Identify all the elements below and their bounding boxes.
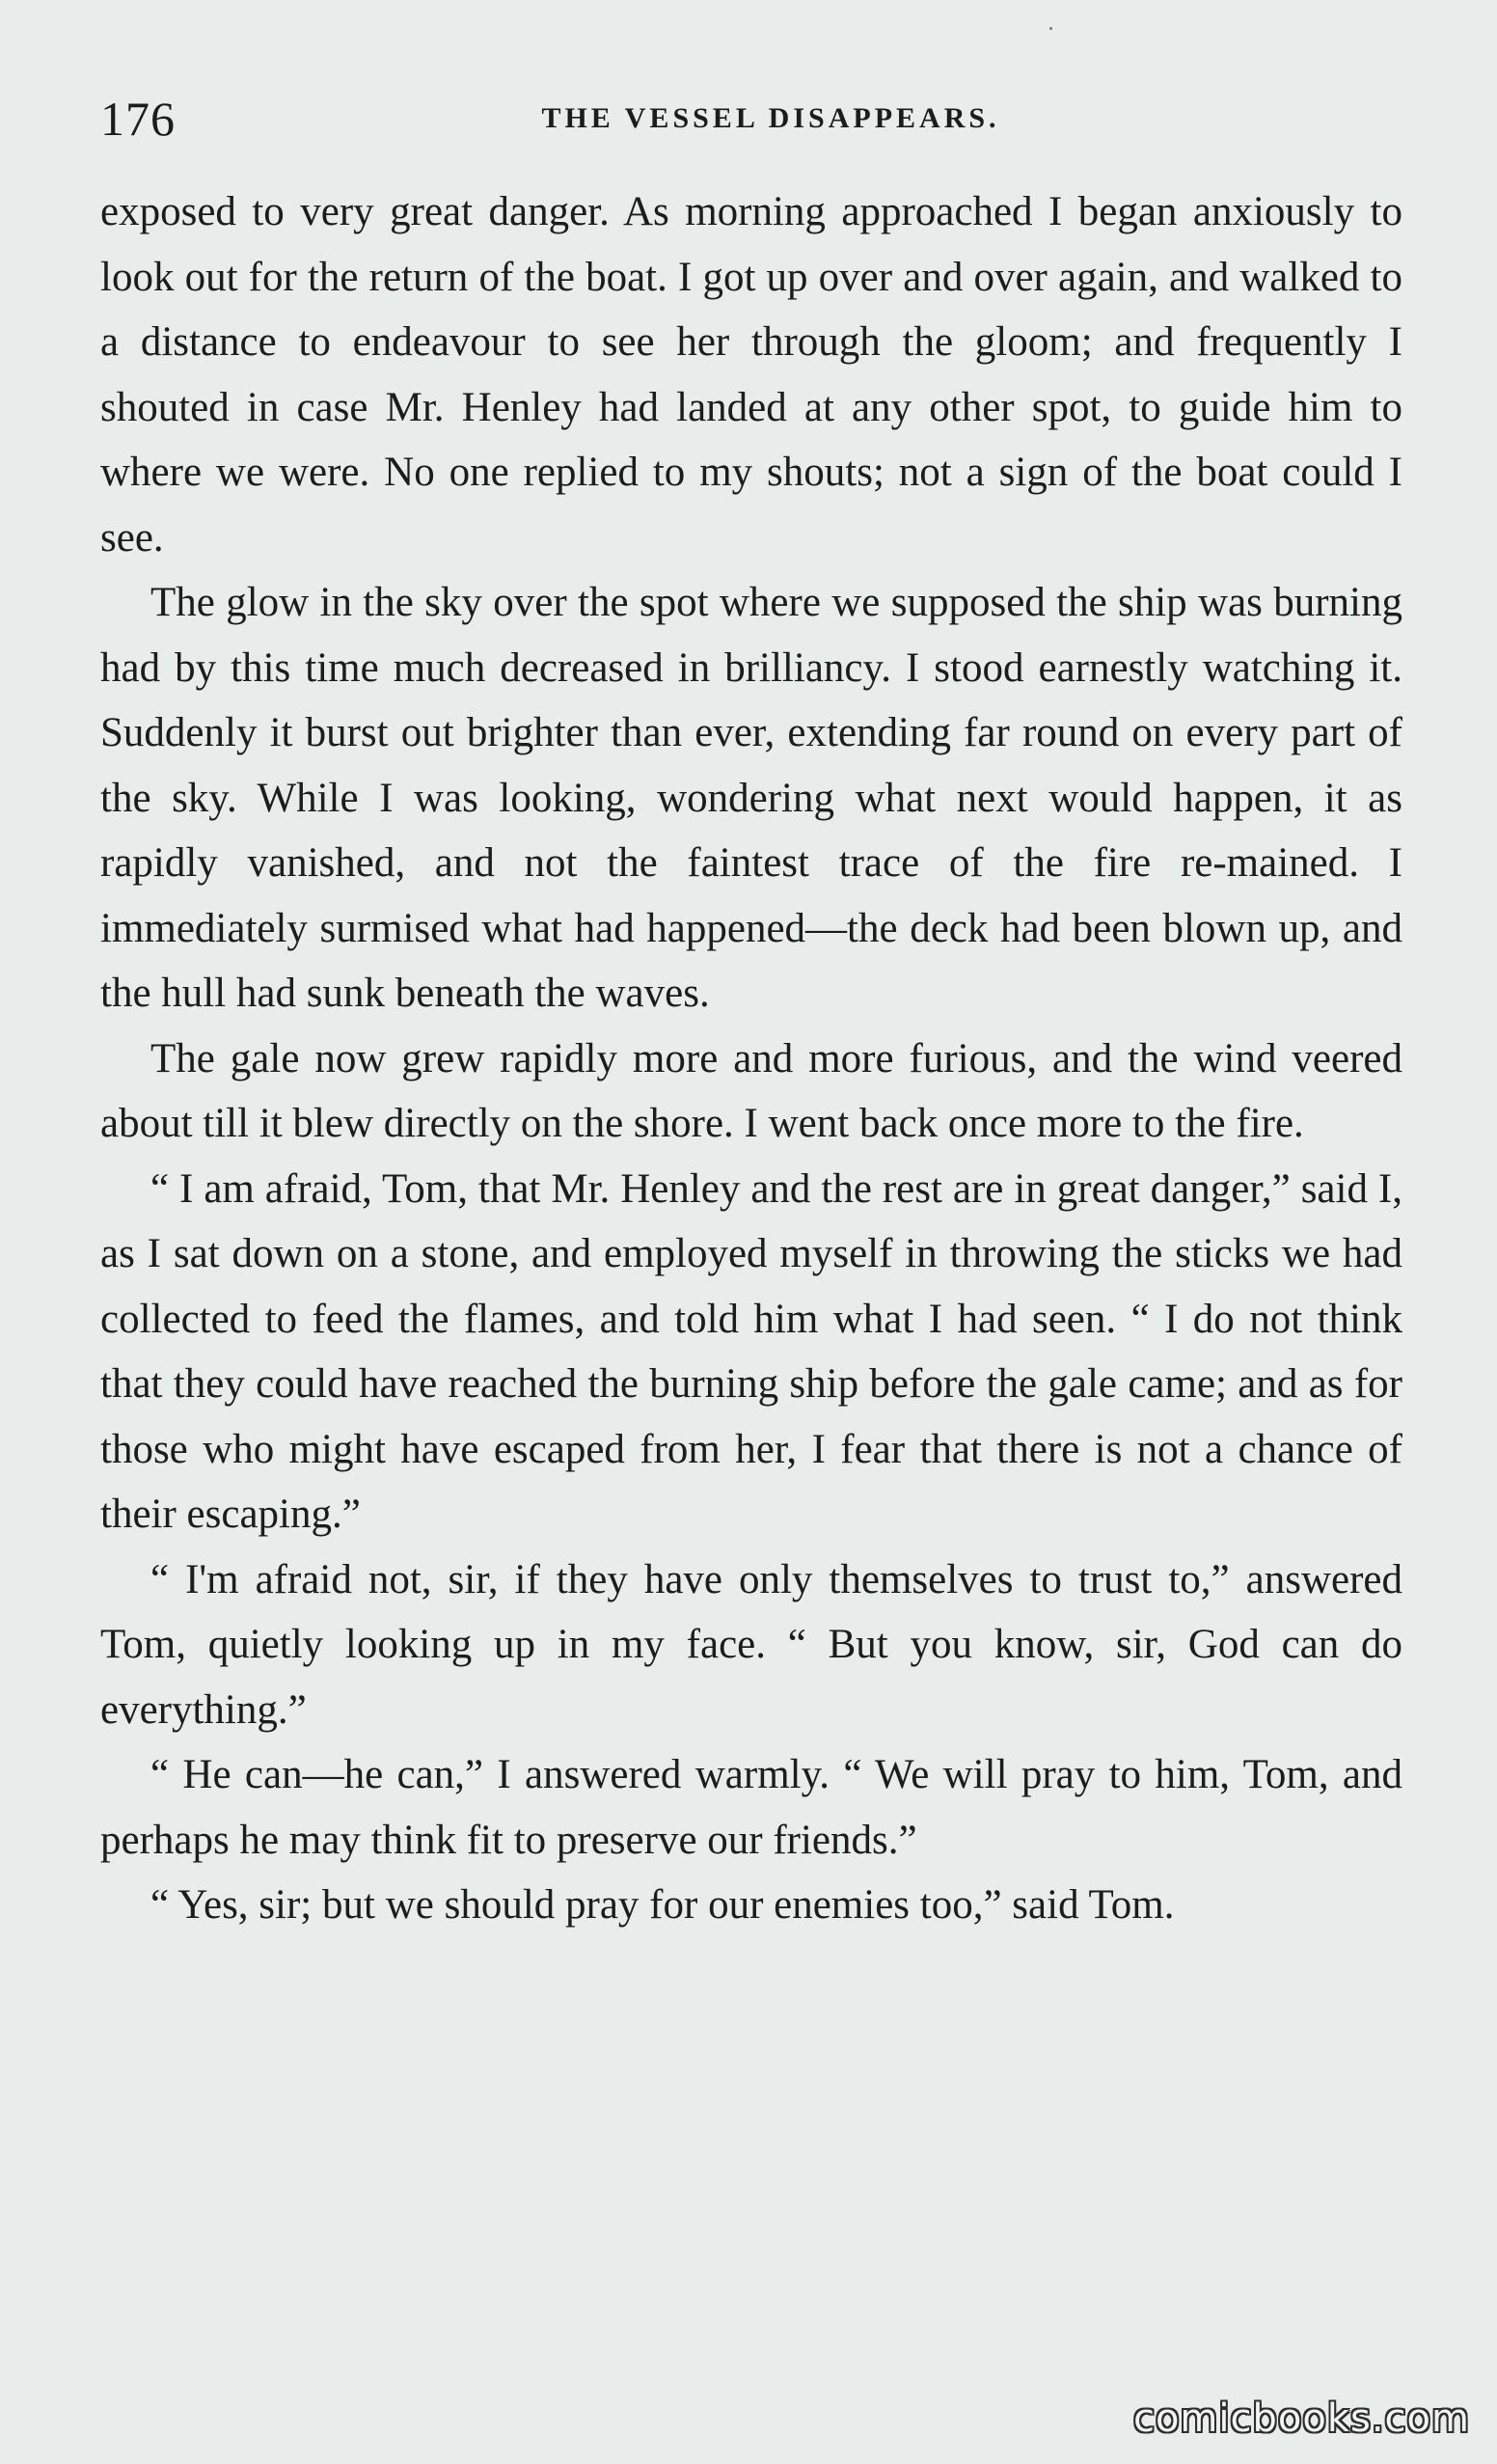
paragraph: “ Yes, sir; but we should pray for our enemies too,” said Tom. xyxy=(150,1882,1175,1928)
paragraph: The glow in the sky over the spot where we supposed the ship was burning had by this time much decreased in brilliancy. I stood earnestly watching it. Suddenly it burst out brighter than ever, extending far round on every part of the sky. While I was looking, wondering what next would happen, it as rapidly vanished, and not the faintest trace of the fire re-mained. I immediately surmised what had happened—the deck had been blown up, and the hull had sunk beneath the waves. xyxy=(100,580,1402,1016)
body-text xyxy=(100,179,1402,1938)
page-header xyxy=(100,85,1402,152)
paragraph: exposed to very great danger. As morning approached I began anxiously to look out for the return of the boat. I got up over and over again, and walked to a distance to endeavour to see her through the gloom; and frequently I shouted in case Mr. Henley had landed at any other spot, to guide him to where we were. No one replied to my shouts; not a sign of the boat could I see. xyxy=(100,189,1402,561)
paragraph: “ I am afraid, Tom, that Mr. Henley and the rest are in great danger,” said I, as I sat down on a stone, and employed myself in throwing the sticks we had collected to feed the flames, and told him what I had seen. “ I do not think that they could have reached the burning ship before the gale came; and as for those who might have escaped from her, I fear that there is not a chance of their escaping.” xyxy=(100,1165,1402,1537)
paper-speck xyxy=(1049,27,1052,30)
watermark-text: comicbooks.com xyxy=(1132,2396,1470,2441)
paragraph: “ He can—he can,” I answered warmly. “ We will pray to him, Tom, and perhaps he may think fit to preserve our friends.” xyxy=(100,1752,1402,1863)
paragraph: The gale now grew rapidly more and more furious, and the wind veered about till it blew directly on the shore. I went back once more to the fire. xyxy=(100,1035,1402,1146)
page-number: 176 xyxy=(100,92,176,146)
running-head: THE VESSEL DISAPPEARS. xyxy=(541,102,1000,134)
paragraph: “ I'm afraid not, sir, if they have only themselves to trust to,” answered Tom, quietly looking up in my face. “ But you know, sir, God can do everything.” xyxy=(100,1556,1402,1733)
